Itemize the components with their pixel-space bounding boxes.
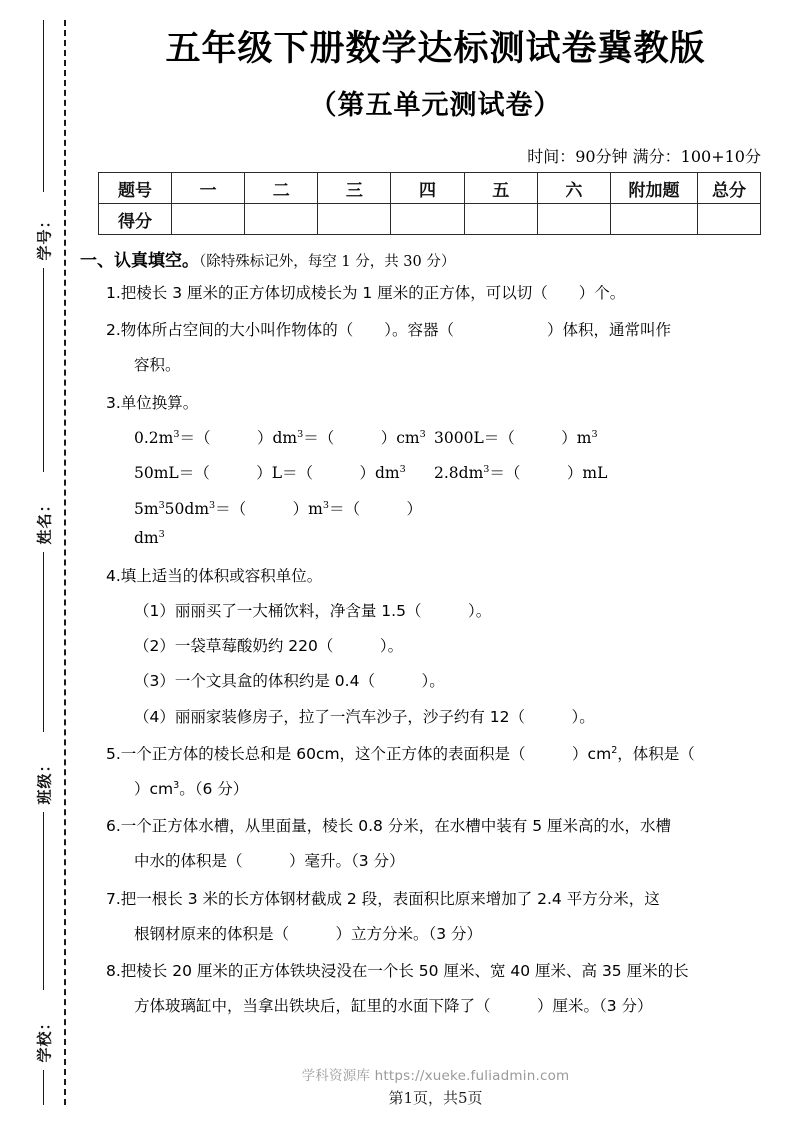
question-5: 5.一个正方体的棱长总和是 60cm，这个正方体的表面积是（ ）$cm^2$，体积是（ xyxy=(106,744,695,763)
score-table-header-cell: 二 xyxy=(245,173,318,204)
score-table-header-cell: 三 xyxy=(318,173,391,204)
question-1: 1.把棱长 3 厘米的正方体切成棱长为 1 厘米的正方体，可以切（ ）个。 xyxy=(106,284,626,302)
score-table-container xyxy=(78,172,793,235)
table-row xyxy=(99,204,761,235)
page-footer xyxy=(78,1064,793,1108)
seal-line-segment-2 xyxy=(43,268,44,472)
score-table-cell[interactable] xyxy=(245,204,318,235)
seal-line-segment-4 xyxy=(43,812,44,990)
question-6: 6.一个正方体水槽，从里面量，棱长 0.8 分米，在水槽中装有 5 厘米高的水，水槽 xyxy=(106,817,672,836)
section-one-title: 一、认真填空。 xyxy=(80,251,199,271)
seal-dashed-line xyxy=(64,20,66,1105)
score-table-header-cell: 总分 xyxy=(698,173,761,204)
score-table-header-cell: 四 xyxy=(391,173,464,204)
page-number: 第1页，共5页 xyxy=(388,1089,483,1107)
conversion-right: 3000L＝（ ）$m^3$ xyxy=(434,428,598,447)
question-6-cont: 中水的体积是（ ）毫升。（3 分） xyxy=(134,852,405,871)
score-table-cell[interactable] xyxy=(172,204,245,235)
question-4-item-1: （1）丽丽买了一大桶饮料，净含量 1.5（ ）。 xyxy=(134,601,492,620)
section-one-heading xyxy=(80,246,763,271)
question-4-title: 4.填上适当的体积或容积单位。 xyxy=(106,566,323,585)
question-7-cont: 根钢材原来的体积是（ ）立方分米。（3 分） xyxy=(134,924,483,943)
question-4-items xyxy=(80,596,763,732)
question-2: 2.物体所占空间的大小叫作物体的（ ）。容器（ ）体积，通常叫作 xyxy=(106,321,672,340)
conversion-left: $0.2m^3=$（ ）$dm^3=$（ ）$cm^3$ xyxy=(134,428,426,447)
title-block xyxy=(78,0,793,122)
exam-meta-info: 时间：90分钟 满分：100+10分 xyxy=(527,147,761,166)
conversion-left: 50mL＝（ ）L＝（ ）$dm^3$ xyxy=(134,464,406,483)
conversion-left: $5m^350dm^3=$（ ）$m^3=$（ ）$dm^3$ xyxy=(134,499,422,548)
conversion-row-3 xyxy=(134,495,763,554)
question-5-cont: ）$cm^3$。（6 分） xyxy=(134,779,249,798)
page-title: 五年级下册数学达标测试卷冀教版 xyxy=(165,28,706,69)
seal-label-2: 姓名： xyxy=(35,496,54,545)
question-8-cont: 方体玻璃缸中，当拿出铁块后，缸里的水面下降了（ ）厘米。（3 分） xyxy=(134,997,653,1016)
seal-label-1: 学号： xyxy=(35,212,54,261)
score-table-header-cell: 五 xyxy=(464,173,537,204)
seal-label-4: 学校： xyxy=(35,1014,54,1063)
score-table-header-cell: 一 xyxy=(172,173,245,204)
watermark-text: 学科资源库 https://xueke.fuliadmin.com xyxy=(301,1068,570,1084)
seal-line-segment-5 xyxy=(43,1070,44,1105)
question-8: 8.把棱长 20 厘米的正方体铁块浸没在一个长 50 厘米、宽 40 厘米、高 35 厘米的长 xyxy=(106,962,689,981)
conversion-right: $2.8dm^3=$（ ）mL xyxy=(434,464,608,483)
score-table-cell[interactable] xyxy=(318,204,391,235)
score-table xyxy=(98,172,761,235)
score-table-header-cell: 题号 xyxy=(99,173,172,204)
score-table-header-cell: 六 xyxy=(537,173,610,204)
score-table-cell[interactable] xyxy=(611,204,698,235)
question-3-title: 3.单位换算。 xyxy=(106,393,199,412)
seal-line-segment-3 xyxy=(43,552,44,732)
score-table-cell[interactable] xyxy=(537,204,610,235)
score-table-cell[interactable] xyxy=(698,204,761,235)
question-4-item-4: （4）丽丽家装修房子，拉了一汽车沙子，沙子约有 12（ ）。 xyxy=(134,707,595,726)
score-table-header-cell: 附加题 xyxy=(611,173,698,204)
score-table-cell[interactable] xyxy=(391,204,464,235)
seal-label-3: 班级： xyxy=(35,756,54,805)
conversion-row-2 xyxy=(134,459,763,488)
question-4-item-2: （2）一袋草莓酸奶约 220（ ）。 xyxy=(134,637,404,656)
question-2-cont: 容积。 xyxy=(134,356,181,375)
conversion-row-1 xyxy=(134,424,763,453)
section-one-note: （除特殊标记外，每空 1 分，共 30 分） xyxy=(199,254,456,270)
seal-margin-area xyxy=(0,0,78,1122)
section-one xyxy=(78,246,793,1021)
question-4-item-3: （3）一个文具盒的体积约是 0.4（ ）。 xyxy=(134,672,445,691)
score-table-cell[interactable]: 得分 xyxy=(99,204,172,235)
seal-line-segment-1 xyxy=(43,20,44,192)
question-7: 7.把一根长 3 米的长方体钢材截成 2 段，表面积比原来增加了 2.4 平方分米，这 xyxy=(106,889,660,908)
exam-page xyxy=(78,0,793,1122)
question-3-conversions xyxy=(80,424,763,554)
page-subtitle: （第五单元测试卷） xyxy=(309,90,562,121)
table-row xyxy=(99,173,761,204)
score-table-cell[interactable] xyxy=(464,204,537,235)
